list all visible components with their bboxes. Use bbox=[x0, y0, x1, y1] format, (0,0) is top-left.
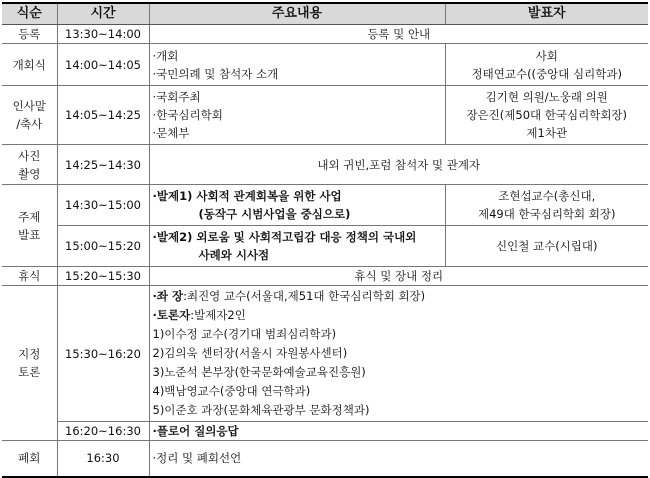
content-cell: ·정리 및 폐회선언 bbox=[149, 441, 648, 477]
section-line: 지정 bbox=[18, 347, 41, 361]
presenter-line: 제49대 한국심리학회 회장) bbox=[477, 207, 616, 221]
row-greetings bbox=[2, 86, 648, 145]
panelist-item: 1)이수정 교수(경기대 범죄심리학과) bbox=[152, 327, 337, 341]
content-cell bbox=[149, 185, 445, 226]
section-line: 사진 bbox=[18, 148, 41, 163]
section-cell bbox=[2, 86, 57, 145]
content-cell: ·플로어 질의응답 bbox=[149, 422, 648, 441]
section-cell bbox=[2, 145, 57, 185]
content-line: ·발제2) 외로움 및 사회적고립감 대응 정책의 국내외 bbox=[152, 230, 417, 244]
header-content: 주요내용 bbox=[149, 3, 445, 25]
content-cell: 내외 귀빈,포럼 참석자 및 관계자 bbox=[149, 145, 648, 185]
presenter-cell bbox=[445, 86, 648, 145]
presenter-cell bbox=[445, 185, 648, 226]
presenter-line: 사회 bbox=[535, 48, 558, 63]
row-topic-1 bbox=[2, 185, 648, 226]
section-line: 인사말 bbox=[12, 99, 46, 113]
row-break bbox=[2, 267, 648, 286]
row-debate bbox=[2, 286, 648, 422]
panel-text: :발제자2인 bbox=[190, 308, 246, 322]
time-cell: 15:30~16:20 bbox=[57, 286, 149, 422]
presenter-cell: 신인철 교수(시립대) bbox=[445, 226, 648, 267]
content-line: (동작구 시범사업을 중심으로) bbox=[198, 207, 351, 221]
presenter-line: 정태연교수((중앙대 심리학과) bbox=[471, 66, 622, 81]
content-line: ·국민의례 및 참석자 소개 bbox=[152, 66, 279, 81]
section-line: 촬영 bbox=[18, 166, 41, 181]
content-line: ·문체부 bbox=[152, 126, 190, 140]
section-cell bbox=[2, 286, 57, 441]
chair-line bbox=[153, 287, 646, 306]
presenter-line: 장은진(제50대 한국심리학회장) bbox=[466, 108, 628, 122]
time-cell: 14:00~14:05 bbox=[57, 44, 149, 86]
chair-label: ·좌 장 bbox=[152, 289, 184, 303]
presenter-cell bbox=[445, 44, 648, 86]
chair-text: :최진영 교수(서울대,제51대 한국심리학회 회장) bbox=[183, 289, 426, 303]
section-line: 발표 bbox=[18, 227, 41, 242]
content-line: ·발제1) 사회적 관계회복을 위한 사업 bbox=[152, 189, 342, 203]
row-opening bbox=[2, 44, 648, 86]
content-cell bbox=[149, 44, 445, 86]
time-cell: 14:30~15:00 bbox=[57, 185, 149, 226]
time-cell: 14:25~14:30 bbox=[57, 145, 149, 185]
time-cell: 16:20~16:30 bbox=[57, 422, 149, 441]
header-section: 식순 bbox=[2, 3, 57, 25]
row-topic-2 bbox=[2, 226, 648, 267]
presenter-line: 조현섭교수(총신대, bbox=[498, 189, 596, 203]
time-cell: 16:30 bbox=[57, 441, 149, 477]
content-line: ·개회 bbox=[152, 48, 179, 63]
time-cell: 14:05~14:25 bbox=[57, 86, 149, 145]
row-closing bbox=[2, 441, 648, 477]
presenter-line: 제1차관 bbox=[526, 126, 568, 140]
content-cell: 휴식 및 장내 정리 bbox=[149, 267, 648, 286]
panelist-item: 4)백남영교수(중앙대 연극학과) bbox=[152, 384, 311, 398]
content-cell bbox=[149, 226, 445, 267]
program-table bbox=[2, 2, 648, 478]
header-presenter: 발표자 bbox=[445, 3, 648, 25]
panel-line bbox=[153, 306, 646, 325]
panelist-item: 3)노준석 본부장(한국문화예술교육진흥원) bbox=[152, 365, 366, 379]
section-cell bbox=[2, 185, 57, 267]
content-line: ·국회주최 bbox=[152, 90, 201, 104]
content-cell: 등록 및 안내 bbox=[149, 25, 648, 44]
panel-label: ·토론자 bbox=[152, 308, 191, 322]
content-line: 사례와 시사점 bbox=[198, 248, 270, 262]
panelist-item: 2)김의욱 센터장(서울시 자원봉사센터) bbox=[152, 346, 348, 360]
section-line: 주제 bbox=[18, 209, 41, 224]
section-line: /축사 bbox=[16, 117, 43, 131]
section-line: 토론 bbox=[18, 365, 41, 379]
row-registration bbox=[2, 25, 648, 44]
row-qa bbox=[2, 422, 648, 441]
time-cell: 13:30~14:00 bbox=[57, 25, 149, 44]
header-time: 시간 bbox=[57, 3, 149, 25]
section-cell: 휴식 bbox=[2, 267, 57, 286]
row-photo bbox=[2, 145, 648, 185]
panelist-item: 5)이준호 과장(문화체육관광부 문화정책과) bbox=[152, 403, 370, 417]
header-row bbox=[2, 3, 648, 25]
section-cell: 개회식 bbox=[2, 44, 57, 86]
content-line: ·한국심리학회 bbox=[152, 108, 223, 122]
content-cell bbox=[149, 86, 445, 145]
section-cell: 폐회 bbox=[2, 441, 57, 477]
content-cell bbox=[149, 286, 648, 422]
presenter-line: 김기현 의원/노웅래 의원 bbox=[485, 90, 608, 104]
time-cell: 15:20~15:30 bbox=[57, 267, 149, 286]
time-cell: 15:00~15:20 bbox=[57, 226, 149, 267]
section-cell: 등록 bbox=[2, 25, 57, 44]
